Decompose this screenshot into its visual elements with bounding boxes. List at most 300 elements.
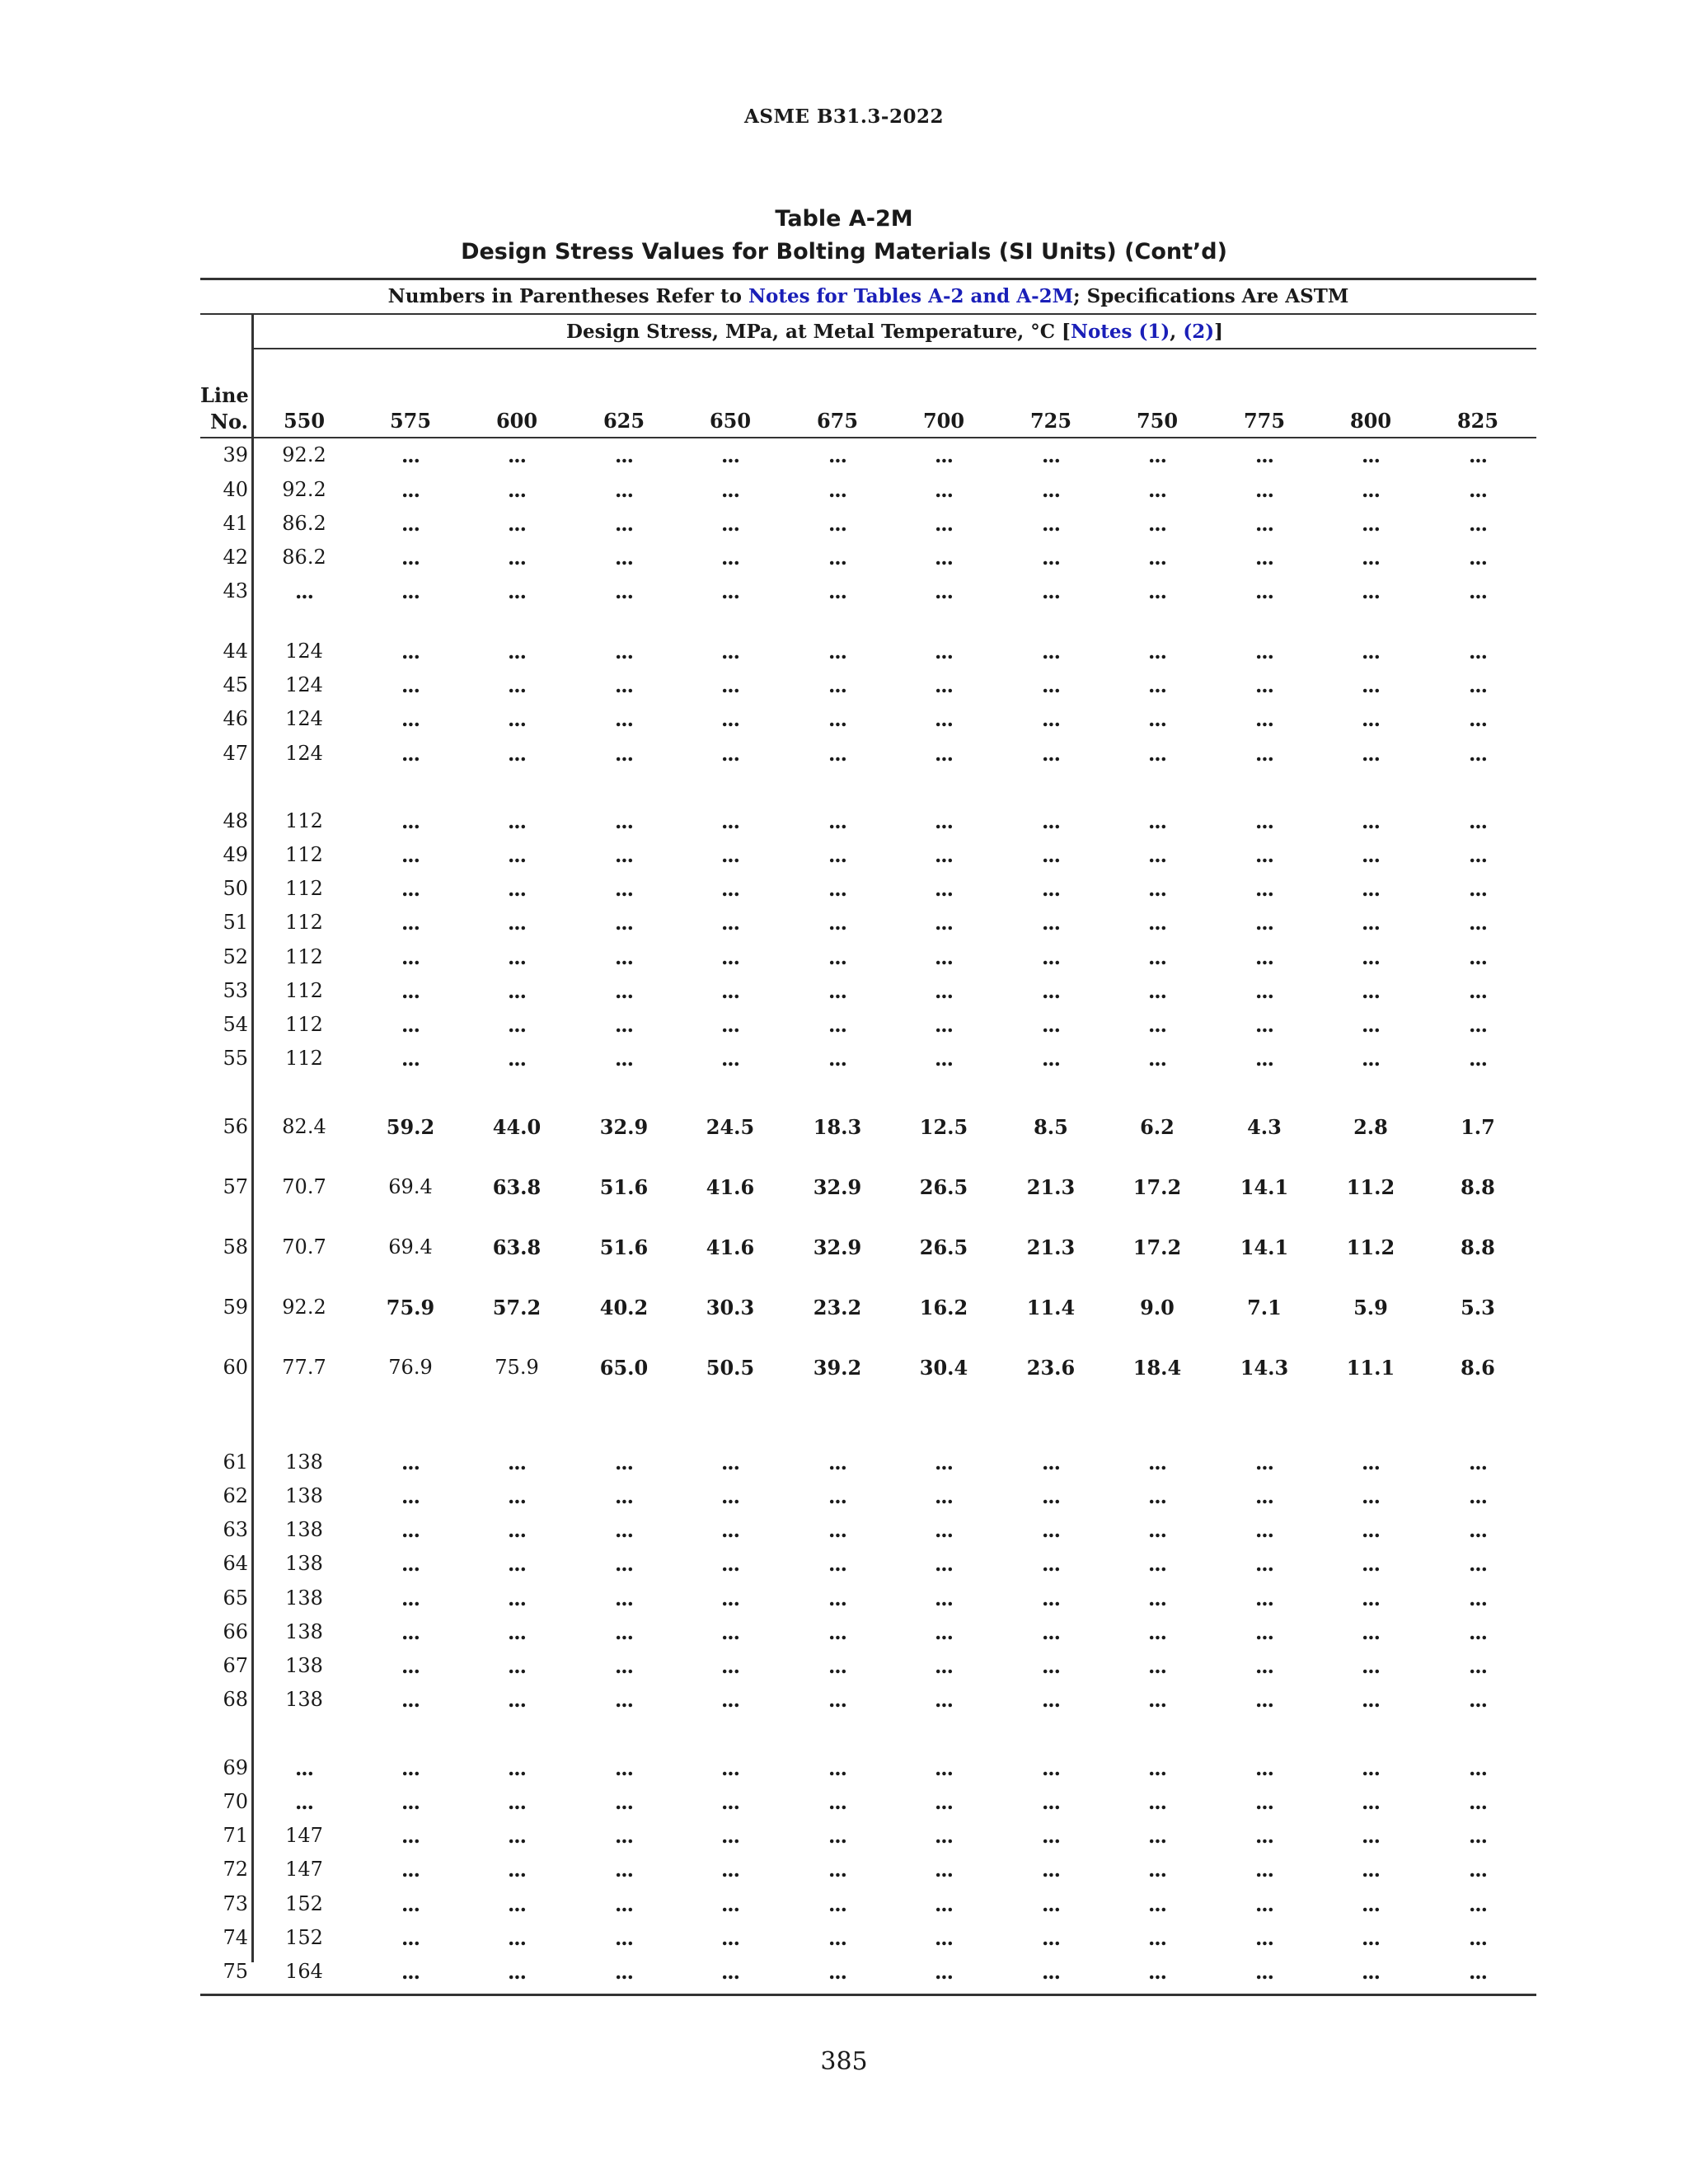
stress-value-cell: ... [934,1824,954,1848]
stress-value-cell: ... [507,911,527,935]
stress-value-cell: ... [1468,1654,1488,1678]
stress-value-cell: 92.2 [282,478,326,501]
notes-band-suffix: ; Specifications Are ASTM [1073,285,1349,307]
stress-value-cell: 17.2 [1132,1235,1182,1259]
notes-1-link[interactable]: Notes (1) [1070,321,1170,343]
stress-value-cell: ... [934,809,954,833]
line-no-header [200,382,248,435]
stress-value-cell: ... [507,1552,527,1576]
stress-value-cell: ... [934,640,954,663]
stress-value-cell: ... [720,1960,740,1984]
stress-value-cell: ... [1254,742,1274,766]
stress-value-cell: 76.9 [388,1356,433,1379]
stress-value-cell: ... [1147,945,1167,969]
stress-value-cell: ... [1468,1451,1488,1474]
stress-value-cell: 112 [285,945,323,968]
stress-value-cell: ... [1361,1654,1381,1678]
stress-value-cell: ... [1361,877,1381,901]
line-number: 42 [223,546,248,569]
stress-value-cell: ... [401,443,420,467]
stress-value-cell: 86.2 [282,546,326,569]
stress-value-cell: ... [1147,809,1167,833]
stress-value-cell: ... [614,673,634,697]
stress-value-cell: ... [934,1013,954,1037]
line-number: 74 [223,1926,248,1949]
stress-value-cell: ... [1361,1586,1381,1610]
line-number: 73 [223,1892,248,1915]
stress-value-cell: ... [934,911,954,935]
stress-value-cell: ... [1361,707,1381,731]
stress-value-cell: ... [1361,546,1381,569]
stress-value-cell: ... [507,979,527,1003]
stress-value-cell: ... [1361,1451,1381,1474]
temperature-header: 650 [709,409,752,433]
stress-value-cell: ... [1041,1858,1061,1882]
stress-value-cell: ... [401,1620,420,1644]
stress-value-cell: ... [507,1586,527,1610]
stress-value-cell: ... [828,1756,847,1780]
stress-value-cell: ... [1254,1824,1274,1848]
stress-value-cell: ... [1147,640,1167,663]
stress-value-cell: ... [401,478,420,502]
stress-value-cell: 112 [285,1047,323,1070]
line-number: 63 [223,1518,248,1541]
stress-value-cell: ... [934,1654,954,1678]
stress-value-cell: ... [401,579,420,603]
stress-value-cell: 39.2 [813,1356,862,1380]
stress-value-cell: 5.3 [1461,1296,1495,1319]
stress-value-cell: ... [401,1451,420,1474]
stress-value-cell: 138 [285,1620,323,1643]
stress-value-cell: ... [720,1790,740,1814]
line-number: 64 [223,1552,248,1575]
stress-value-cell: ... [614,1484,634,1508]
stress-value-cell: ... [507,1013,527,1037]
stress-value-cell: ... [401,1960,420,1984]
stress-value-cell: ... [720,911,740,935]
stress-value-cell: ... [720,1858,740,1882]
stress-value-cell: ... [401,1484,420,1508]
stress-value-cell: ... [1254,1620,1274,1644]
stress-value-cell: ... [1254,809,1274,833]
stress-value-cell: ... [1361,1858,1381,1882]
stress-value-cell: ... [1254,1484,1274,1508]
stress-value-cell: ... [614,478,634,502]
stress-value-cell: ... [828,979,847,1003]
stress-value-cell: ... [1254,673,1274,697]
stress-value-cell: 21.3 [1026,1235,1076,1259]
stress-value-cell: ... [1041,1552,1061,1576]
temperature-header: 800 [1349,409,1392,433]
stress-value-cell: 8.5 [1034,1115,1068,1139]
stress-value-cell: ... [1041,1688,1061,1712]
stress-value-cell: ... [934,742,954,766]
stress-value-cell: ... [1361,1688,1381,1712]
stress-value-cell: ... [1254,979,1274,1003]
stress-value-cell: ... [1468,1926,1488,1950]
stress-value-cell: ... [1041,911,1061,935]
stress-value-cell: ... [720,1824,740,1848]
line-number: 57 [223,1175,248,1198]
stress-value-cell: ... [1254,640,1274,663]
stress-value-cell: ... [507,443,527,467]
stress-value-cell: ... [507,1892,527,1916]
stress-value-cell: ... [934,546,954,569]
stress-value-cell: ... [720,1451,740,1474]
stress-value-cell: ... [1361,979,1381,1003]
stress-value-cell: ... [1254,1451,1274,1474]
stress-value-cell: ... [614,1790,634,1814]
stress-value-cell: ... [1468,478,1488,502]
stress-value-cell: ... [1041,546,1061,569]
stress-value-cell: 41.6 [706,1175,755,1199]
line-number: 66 [223,1620,248,1643]
stress-value-cell: ... [401,673,420,697]
stress-value-cell: 69.4 [388,1175,433,1198]
stress-value-cell: 138 [285,1552,323,1575]
stress-value-cell: ... [1147,1892,1167,1916]
stress-value-cell: ... [401,877,420,901]
stress-value-cell: ... [1254,1688,1274,1712]
stress-value-cell: ... [401,1552,420,1576]
design-stress-text: Design Stress, MPa, at Metal Temperature, °C [ [566,321,1071,343]
line-number: 45 [223,673,248,696]
stress-value-cell: ... [1468,579,1488,603]
notes-separator: , [1170,321,1184,343]
stress-value-cell: ... [614,809,634,833]
stress-value-cell: ... [614,1552,634,1576]
stress-value-cell: ... [614,1654,634,1678]
stress-value-cell: ... [1361,1824,1381,1848]
stress-value-cell: ... [1147,1484,1167,1508]
stress-value-cell: 77.7 [282,1356,326,1379]
stress-value-cell: ... [720,1620,740,1644]
stress-value-cell: 11.2 [1346,1235,1395,1259]
stress-value-cell: ... [720,1484,740,1508]
stress-value-cell: ... [1468,979,1488,1003]
stress-value-cell: ... [934,1047,954,1071]
stress-value-cell: ... [1041,707,1061,731]
stress-value-cell: ... [1147,1790,1167,1814]
stress-value-cell: ... [1468,877,1488,901]
stress-value-cell: ... [614,877,634,901]
stress-value-cell: ... [720,1756,740,1780]
stress-value-cell: ... [720,1892,740,1916]
stress-value-cell: 40.2 [599,1296,649,1319]
stress-value-cell: ... [934,1892,954,1916]
temperature-header: 675 [816,409,859,433]
line-number: 58 [223,1235,248,1258]
stress-value-cell: ... [1041,1620,1061,1644]
notes-tables-link[interactable]: Notes for Tables A-2 and A-2M [748,285,1074,307]
line-number: 68 [223,1688,248,1711]
line-number: 46 [223,707,248,730]
line-number: 62 [223,1484,248,1507]
stress-value-cell: ... [720,579,740,603]
stress-value-cell: ... [401,911,420,935]
stress-value-cell: ... [828,843,847,867]
stress-value-cell: ... [1147,1824,1167,1848]
stress-value-cell: ... [1468,1790,1488,1814]
stress-value-cell: ... [1147,979,1167,1003]
stress-value-cell: ... [720,1654,740,1678]
stress-value-cell: ... [1254,1013,1274,1037]
stress-value-cell: ... [1361,809,1381,833]
stress-value-cell: ... [401,1790,420,1814]
stress-value-cell: ... [1254,1858,1274,1882]
stress-value-cell: ... [828,1518,847,1542]
no-header-word: No. [210,410,248,434]
stress-value-cell: ... [614,1518,634,1542]
stress-value-cell: 8.8 [1461,1175,1495,1199]
notes-2-link[interactable]: (2) [1183,321,1215,343]
stress-value-cell: ... [1468,945,1488,969]
stress-value-cell: ... [934,1484,954,1508]
line-number: 72 [223,1858,248,1881]
temperature-header: 725 [1029,409,1072,433]
stress-value-cell: ... [1361,1484,1381,1508]
stress-value-cell: ... [1147,1586,1167,1610]
stress-value-cell: ... [1147,1654,1167,1678]
stress-value-cell: ... [507,945,527,969]
stress-value-cell: ... [1468,1047,1488,1071]
stress-value-cell: ... [614,1688,634,1712]
stress-value-cell: ... [1254,1756,1274,1780]
stress-value-cell: ... [934,1518,954,1542]
stress-value-cell: ... [1041,809,1061,833]
stress-value-cell: ... [828,1047,847,1071]
stress-value-cell: ... [1147,1858,1167,1882]
stress-value-cell: ... [401,979,420,1003]
stress-value-cell: ... [1041,1484,1061,1508]
stress-value-cell: ... [1468,1824,1488,1848]
notes-band [200,285,1536,307]
stress-value-cell: ... [828,579,847,603]
stress-value-cell: ... [934,1858,954,1882]
line-number: 47 [223,742,248,765]
stress-value-cell: ... [1468,640,1488,663]
stress-value-cell: ... [401,512,420,536]
stress-value-cell: 59.2 [386,1115,435,1139]
stress-value-cell: ... [614,911,634,935]
table-top-rule [200,278,1536,280]
stress-value-cell: ... [507,843,527,867]
stress-value-cell: ... [1041,1960,1061,1984]
stress-value-cell: ... [401,1926,420,1950]
stress-value-cell: 124 [285,742,323,765]
page-number: 385 [820,2047,868,2076]
temperature-header: 750 [1136,409,1179,433]
stress-value-cell: ... [828,1552,847,1576]
stress-value-cell: ... [1468,1960,1488,1984]
stress-value-cell: ... [720,1518,740,1542]
stress-value-cell: ... [507,1688,527,1712]
stress-value-cell: ... [1254,1586,1274,1610]
stress-value-cell: 92.2 [282,443,326,466]
stress-value-cell: ... [294,1756,314,1780]
stress-value-cell: ... [934,1620,954,1644]
stress-value-cell: ... [934,1926,954,1950]
stress-value-cell: ... [1468,1688,1488,1712]
stress-value-cell: 6.2 [1140,1115,1175,1139]
stress-value-cell: ... [828,1484,847,1508]
stress-value-cell: ... [507,1790,527,1814]
stress-value-cell: ... [1041,1790,1061,1814]
line-number: 53 [223,979,248,1002]
stress-value-cell: ... [720,1013,740,1037]
stress-value-cell: 138 [285,1586,323,1610]
stress-value-cell: ... [934,579,954,603]
stress-value-cell: ... [828,1926,847,1950]
stress-value-cell: 11.1 [1346,1356,1395,1380]
stress-value-cell: ... [401,1586,420,1610]
stress-value-cell: ... [934,443,954,467]
stress-value-cell: ... [401,1756,420,1780]
stress-value-cell: ... [1468,443,1488,467]
stress-value-cell: ... [1361,673,1381,697]
design-stress-band [253,321,1536,343]
stress-value-cell: 12.5 [919,1115,968,1139]
stress-value-cell: ... [1147,1926,1167,1950]
stress-value-cell: ... [828,1824,847,1848]
stress-value-cell: ... [1468,1756,1488,1780]
stress-value-cell: ... [1147,579,1167,603]
stress-value-cell: ... [828,1451,847,1474]
stress-value-cell: ... [828,1654,847,1678]
stress-value-cell: ... [1254,1892,1274,1916]
stress-value-cell: 50.5 [706,1356,755,1380]
stress-value-cell: ... [1254,443,1274,467]
stress-value-cell: ... [1361,1518,1381,1542]
line-column-divider [251,315,254,1962]
line-number: 56 [223,1115,248,1138]
stress-value-cell: ... [1147,1518,1167,1542]
stress-value-cell: 4.3 [1247,1115,1282,1139]
stress-value-cell: 86.2 [282,512,326,535]
stress-value-cell: 18.3 [813,1115,862,1139]
stress-value-cell: ... [1254,911,1274,935]
table-number: Table A-2M [775,206,913,232]
stress-value-cell: ... [1147,546,1167,569]
stress-value-cell: ... [720,443,740,467]
stress-value-cell: 16.2 [919,1296,968,1319]
stress-value-cell: ... [720,1586,740,1610]
line-number: 59 [223,1296,248,1319]
stress-value-cell: ... [401,1013,420,1037]
stress-value-cell: ... [1041,1047,1061,1071]
stress-value-cell: ... [507,1756,527,1780]
stress-value-cell: ... [401,640,420,663]
stress-value-cell: ... [1468,809,1488,833]
stress-value-cell: 82.4 [282,1115,326,1138]
stress-value-cell: ... [614,1926,634,1950]
stress-value-cell: 152 [285,1926,323,1949]
stress-value-cell: ... [507,1484,527,1508]
stress-value-cell: 21.3 [1026,1175,1076,1199]
line-number: 43 [223,579,248,602]
stress-value-cell: ... [1468,1586,1488,1610]
stress-value-cell: ... [720,546,740,569]
stress-value-cell: ... [1468,843,1488,867]
stress-value-cell: ... [1147,843,1167,867]
stress-value-cell: 5.9 [1353,1296,1388,1319]
stress-value-cell: ... [828,945,847,969]
stress-value-cell: 41.6 [706,1235,755,1259]
stress-value-cell: ... [1361,1926,1381,1950]
stress-value-cell: ... [720,877,740,901]
temperature-header: 625 [603,409,645,433]
stress-value-cell: ... [1147,1013,1167,1037]
stress-value-cell: 8.6 [1461,1356,1495,1380]
stress-value-cell: ... [934,478,954,502]
stress-value-cell: ... [1254,707,1274,731]
subheader-rule [253,348,1536,349]
stress-value-cell: 138 [285,1518,323,1541]
stress-value-cell: ... [507,1047,527,1071]
stress-value-cell: ... [401,843,420,867]
stress-value-cell: ... [934,843,954,867]
stress-value-cell: 8.8 [1461,1235,1495,1259]
stress-value-cell: ... [507,579,527,603]
stress-value-cell: 17.2 [1132,1175,1182,1199]
stress-value-cell: ... [614,512,634,536]
stress-value-cell: 75.9 [386,1296,435,1319]
stress-value-cell: ... [1041,742,1061,766]
stress-value-cell: ... [507,742,527,766]
stress-value-cell: ... [828,546,847,569]
stress-value-cell: 2.8 [1353,1115,1388,1139]
stress-value-cell: ... [1041,945,1061,969]
stress-value-cell: ... [720,979,740,1003]
stress-value-cell: ... [401,1858,420,1882]
stress-value-cell: ... [1254,1047,1274,1071]
stress-value-cell: ... [720,707,740,731]
stress-value-cell: ... [720,945,740,969]
stress-value-cell: ... [1468,1892,1488,1916]
stress-value-cell: 23.6 [1026,1356,1076,1380]
line-number: 55 [223,1047,248,1070]
stress-value-cell: 124 [285,640,323,663]
stress-value-cell: ... [1041,640,1061,663]
stress-value-cell: ... [720,1552,740,1576]
stress-value-cell: ... [614,1451,634,1474]
band-divider-rule [200,313,1536,315]
temperature-header: 700 [922,409,965,433]
stress-value-cell: ... [507,1654,527,1678]
line-number: 49 [223,843,248,866]
stress-value-cell: ... [1361,1892,1381,1916]
stress-value-cell: ... [720,478,740,502]
stress-value-cell: 26.5 [919,1175,968,1199]
stress-value-cell: 70.7 [282,1175,326,1198]
stress-value-cell: 14.3 [1240,1356,1289,1380]
stress-value-cell: ... [507,673,527,697]
stress-value-cell: ... [1361,1756,1381,1780]
stress-value-cell: ... [828,1858,847,1882]
stress-value-cell: 124 [285,673,323,696]
stress-value-cell: 63.8 [492,1175,542,1199]
line-header-word: Line [200,383,249,407]
stress-value-cell: ... [828,673,847,697]
stress-value-cell: ... [614,1047,634,1071]
stress-value-cell: ... [934,1960,954,1984]
stress-value-cell: ... [934,1790,954,1814]
stress-value-cell: ... [1041,673,1061,697]
line-number: 67 [223,1654,248,1677]
stress-value-cell: 14.1 [1240,1175,1289,1199]
line-number: 40 [223,478,248,501]
stress-value-cell: ... [614,546,634,569]
